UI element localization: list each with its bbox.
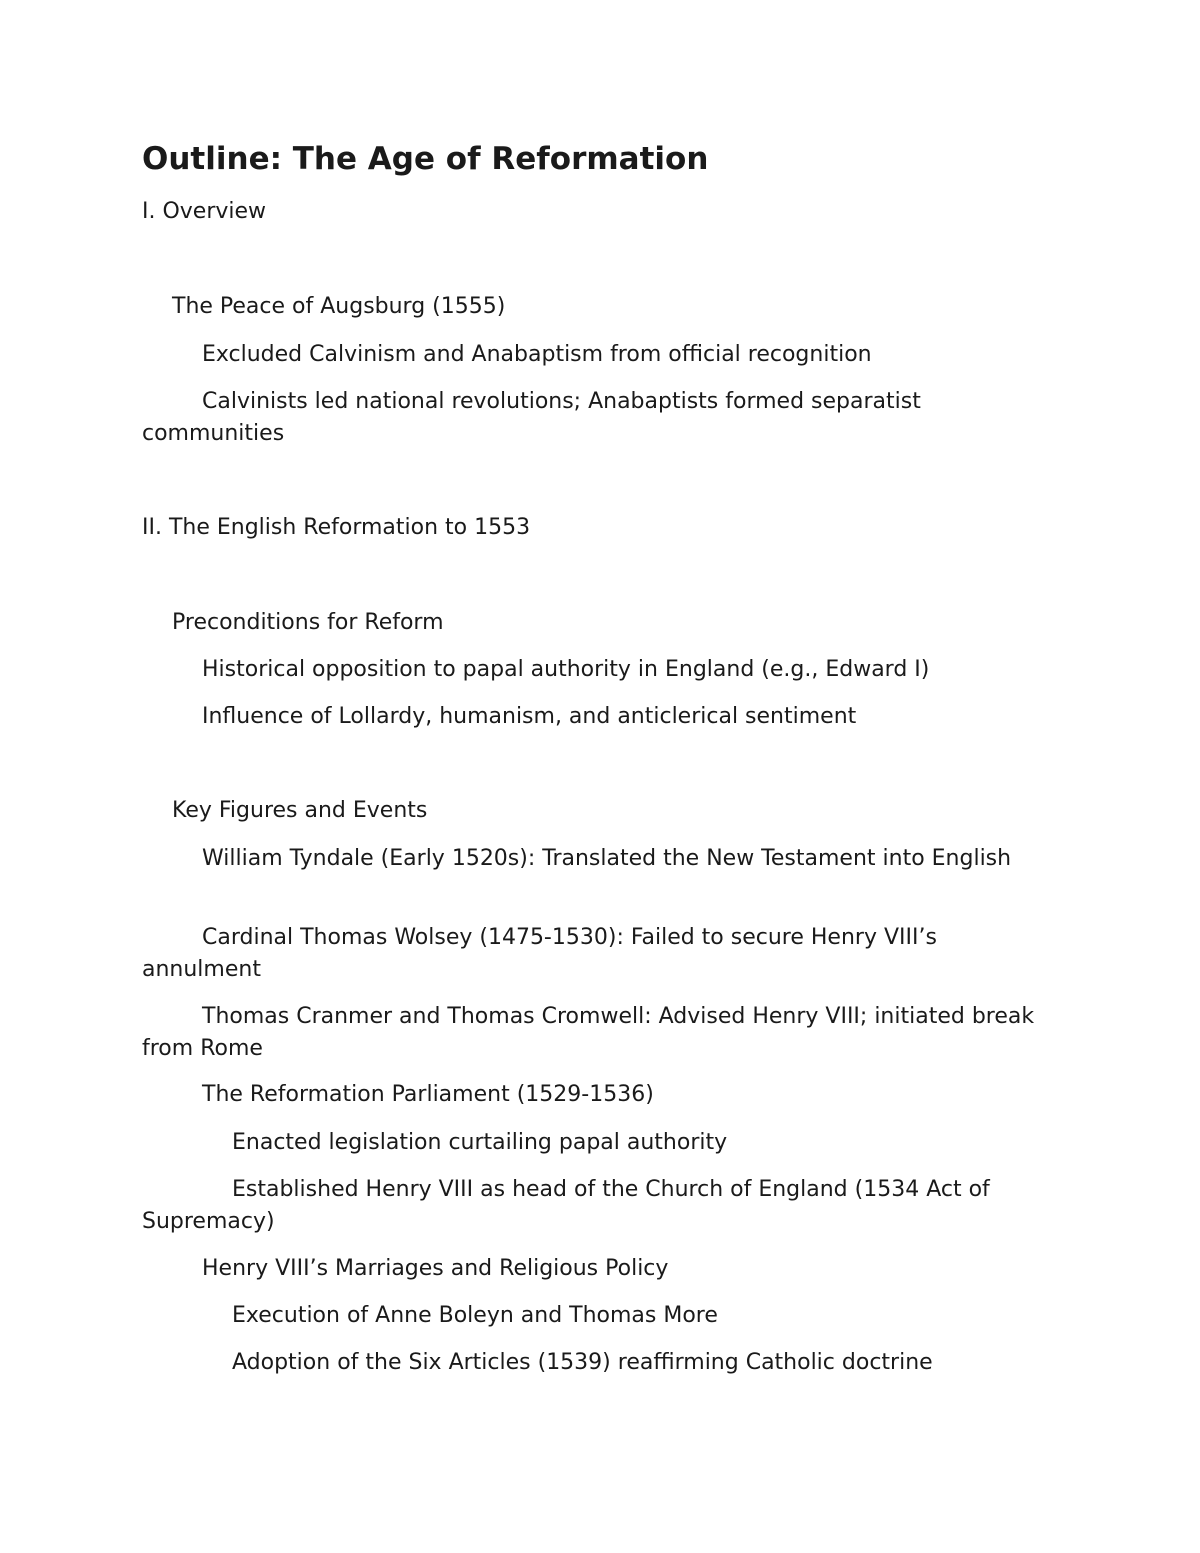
outline-item: Excluded Calvinism and Anabaptism from official recognition	[202, 342, 872, 367]
outline-item: Influence of Lollardy, humanism, and anticlerical sentiment	[202, 704, 857, 729]
document-title: Outline: The Age of Reformation	[142, 141, 709, 177]
outline-item: William Tyndale (Early 1520s): Translated the New Testament into English	[202, 846, 1012, 871]
outline-item: Adoption of the Six Articles (1539) reaffirming Catholic doctrine	[232, 1350, 933, 1375]
outline-item: Cardinal Thomas Wolsey (1475-1530): Failed to secure Henry VIII’s annulment	[142, 925, 937, 982]
subheading-key-figures: Key Figures and Events	[172, 798, 428, 823]
outline-item: Historical opposition to papal authority in England (e.g., Edward I)	[202, 657, 930, 682]
outline-item: Established Henry VIII as head of the Church of England (1534 Act of Supremacy)	[142, 1177, 990, 1234]
subheading-peace-of-augsburg: The Peace of Augsburg (1555)	[172, 294, 506, 319]
outline-item: Execution of Anne Boleyn and Thomas More	[232, 1303, 718, 1328]
outline-item: Enacted legislation curtailing papal authority	[232, 1130, 728, 1155]
outline-item: The Reformation Parliament (1529-1536)	[202, 1082, 654, 1107]
subheading-preconditions: Preconditions for Reform	[172, 610, 444, 635]
section-heading-overview: I. Overview	[142, 199, 267, 224]
outline-item: Henry VIII’s Marriages and Religious Policy	[202, 1256, 669, 1281]
outline-item: Calvinists led national revolutions; Anabaptists formed separatist communities	[142, 389, 921, 446]
section-heading-english-reformation: II. The English Reformation to 1553	[142, 515, 531, 540]
outline-item: Thomas Cranmer and Thomas Cromwell: Advised Henry VIII; initiated break from Rome	[142, 1004, 1035, 1061]
